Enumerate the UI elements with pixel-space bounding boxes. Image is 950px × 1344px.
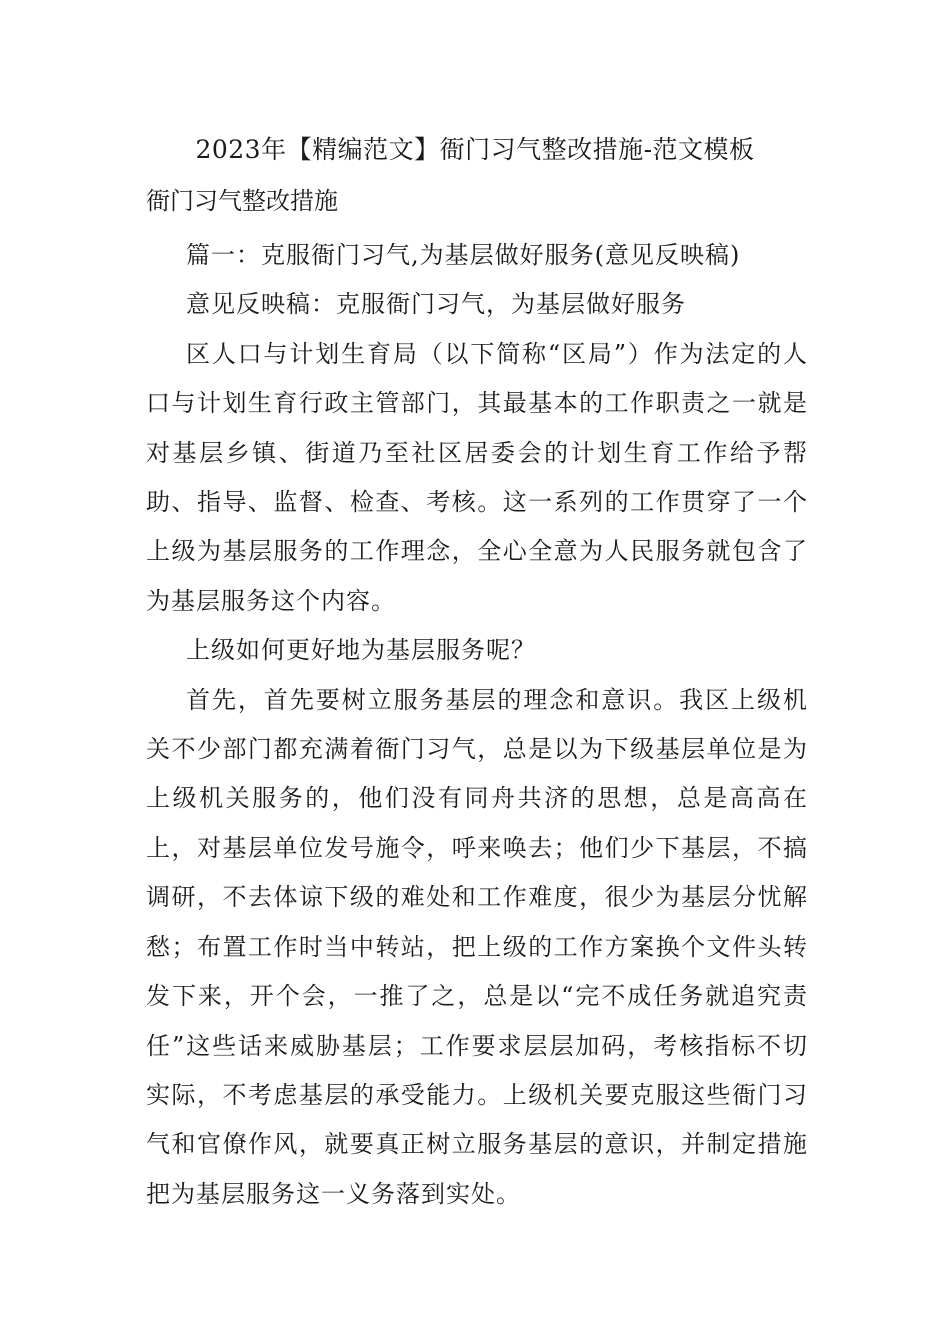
body-paragraph: 区人口与计划生育局（以下简称“区局”）作为法定的人口与计划生育行政主管部门，其最基本的工作职责之一就是对基层乡镇、街道乃至社区居委会的计划生育工作给予帮助、指导、监督、检查、考核。这一系列的工作贯穿了一个上级为基层服务的工作理念，全心全意为人民服务就包含了为基层服务这个内容。 [146, 339, 808, 615]
body-paragraph: 上级如何更好地为基层服务呢？ [186, 636, 536, 665]
document-subtitle: 衙门习气整改措施 [146, 187, 338, 215]
document-title: 2023年【精编范文】衙门习气整改措施-范文模板 [195, 135, 755, 164]
section-heading: 篇一：克服衙门习气,为基层做好服务(意见反映稿) [186, 241, 741, 269]
body-paragraph: 首先，首先要树立服务基层的理念和意识。我区上级机关不少部门都充满着衙门习气，总是以为下级基层单位是为上级机关服务的，他们没有同舟共济的思想，总是高高在上，对基层单位发号施令，呼来唤去；他们少下基层，不搞调研，不去体谅下级的难处和工作难度，很少为基层分忧解愁；布置工作时当中转站，把上级的工作方案换个文件头转发下来，开个会，一推了之，总是以“完不成任务就追究责任”这些话来威胁基层；工作要求层层加码，考核指标不切实际，不考虑基层的承受能力。上级机关要克服这些衙门习气和官僚作风，就要真正树立服务基层的意识，并制定措施把为基层服务这一义务落到实处。 [146, 685, 808, 1208]
document-body [146, 231, 808, 1219]
section-subheading: 意见反映稿：克服衙门习气，为基层做好服务 [186, 290, 686, 319]
